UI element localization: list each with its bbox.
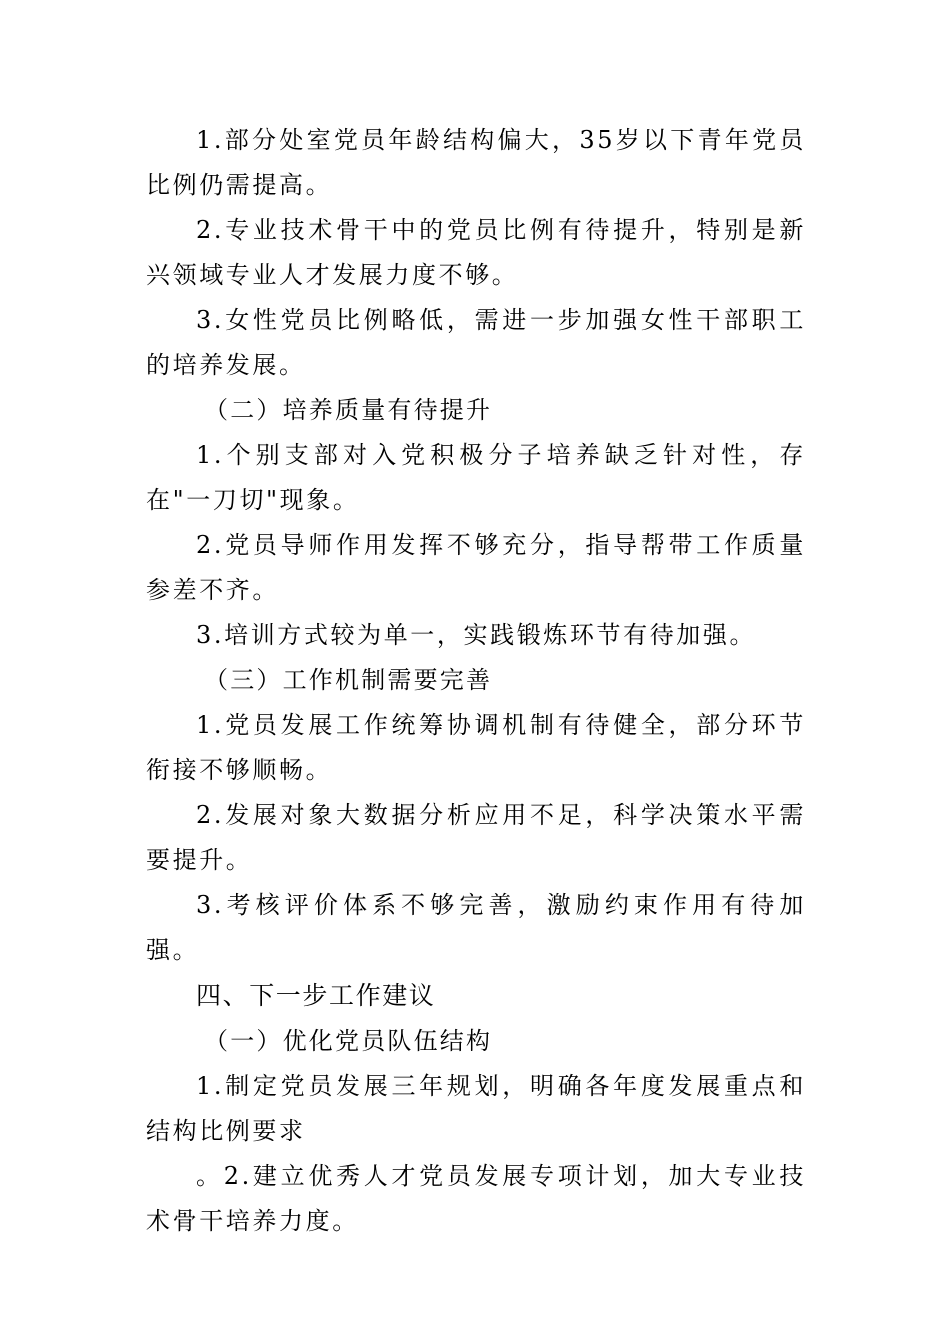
paragraph-talent-plan: 。2.建立优秀人才党员发展专项计划，加大专业技术骨干培养力度。 <box>146 1162 806 1235</box>
paragraph-targeted-training: 1.个别支部对入党积极分子培养缺乏针对性，存在"一刀切"现象。 <box>146 441 806 514</box>
paragraph-mentor-role: 2.党员导师作用发挥不够充分，指导帮带工作质量参差不齐。 <box>146 531 806 604</box>
subheading-optimize-structure: （一）优化党员队伍结构 <box>204 1027 493 1055</box>
subheading-work-mechanism: （三）工作机制需要完善 <box>204 666 493 694</box>
paragraph-evaluation: 3.考核评价体系不够完善，激励约束作用有待加强。 <box>146 891 806 964</box>
paragraph-three-year-plan: 1.制定党员发展三年规划，明确各年度发展重点和结构比例要求 <box>146 1072 806 1145</box>
paragraph-age-structure: 1.部分处室党员年龄结构偏大，35岁以下青年党员比例仍需提高。 <box>146 126 806 199</box>
paragraph-coordination: 1.党员发展工作统筹协调机制有待健全，部分环节衔接不够顺畅。 <box>146 711 806 784</box>
section-heading-next-steps: 四、下一步工作建议 <box>196 981 436 1010</box>
paragraph-training-methods: 3.培训方式较为单一，实践锻炼环节有待加强。 <box>196 621 757 649</box>
paragraph-tech-backbone: 2.专业技术骨干中的党员比例有待提升，特别是新兴领域专业人才发展力度不够。 <box>146 216 806 289</box>
paragraph-female-ratio: 3.女性党员比例略低，需进一步加强女性干部职工的培养发展。 <box>146 306 806 379</box>
paragraph-data-analysis: 2.发展对象大数据分析应用不足，科学决策水平需要提升。 <box>146 801 806 874</box>
document-body <box>146 118 806 1244</box>
subheading-training-quality: （二）培养质量有待提升 <box>204 396 493 424</box>
